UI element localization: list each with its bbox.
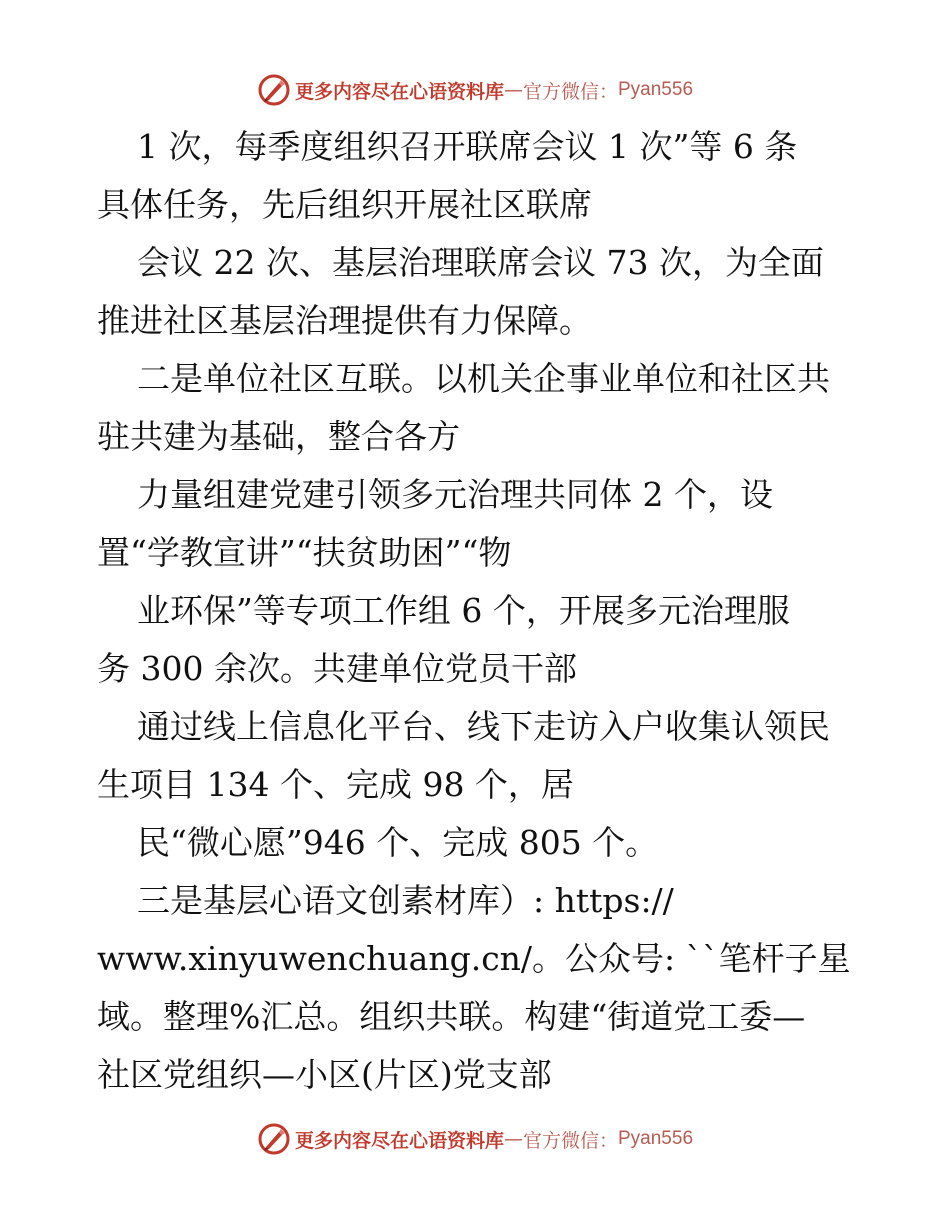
body-line: 三是基层心语文创素材库）: https:// (137, 881, 674, 920)
footer-banner-dash: — (503, 1128, 523, 1150)
body-line: 置“学教宣讲”“扶贫助困”“物 (97, 533, 512, 572)
header-wechat-id: Pyan556 (618, 79, 694, 100)
footer-wechat-id: Pyan556 (618, 1128, 694, 1149)
body-line: 会议 22 次、基层治理联席会议 73 次，为全面 (137, 243, 824, 282)
body-line: www.xinyuwenchuang.cn/。公众号: ``笔杆子星 (97, 939, 851, 978)
body-line: 域。整理%汇总。组织共联。构建“街道党工委— (97, 997, 806, 1036)
body-line: 通过线上信息化平台、线下走访入户收集认领民 (137, 707, 830, 746)
body-line: 民“微心愿”946 个、完成 805 个。 (137, 823, 659, 862)
pen-logo-icon (257, 73, 291, 107)
header-banner-dash: — (503, 79, 523, 101)
footer-banner (0, 1117, 950, 1161)
body-line: 务 300 余次。共建单位党员干部 (97, 649, 577, 688)
document-body (97, 118, 857, 1104)
footer-wechat-label: 官方微信： (522, 1129, 618, 1152)
body-line: 力量组建党建引领多元治理共同体 2 个，设 (137, 475, 773, 514)
body-line: 二是单位社区互联。以机关企事业单位和社区共 (137, 359, 830, 398)
body-line: 具体任务，先后组织开展社区联席 (97, 185, 592, 224)
header-banner-text: 更多内容尽在心语资料库 (294, 80, 504, 103)
footer-banner-text: 更多内容尽在心语资料库 (294, 1129, 504, 1152)
body-line: 1 次，每季度组织召开联席会议 1 次”等 6 条 (137, 127, 798, 166)
body-line: 社区党组织—小区(片区)党支部 (97, 1055, 552, 1094)
pen-logo-icon (257, 1122, 291, 1156)
body-line: 驻共建为基础，整合各方 (97, 417, 460, 456)
header-wechat-label: 官方微信： (522, 80, 618, 103)
body-line: 推进社区基层治理提供有力保障。 (97, 301, 592, 340)
body-line: 业环保”等专项工作组 6 个，开展多元治理服 (137, 591, 790, 630)
header-banner (0, 68, 950, 112)
body-line: 生项目 134 个、完成 98 个，居 (97, 765, 574, 804)
